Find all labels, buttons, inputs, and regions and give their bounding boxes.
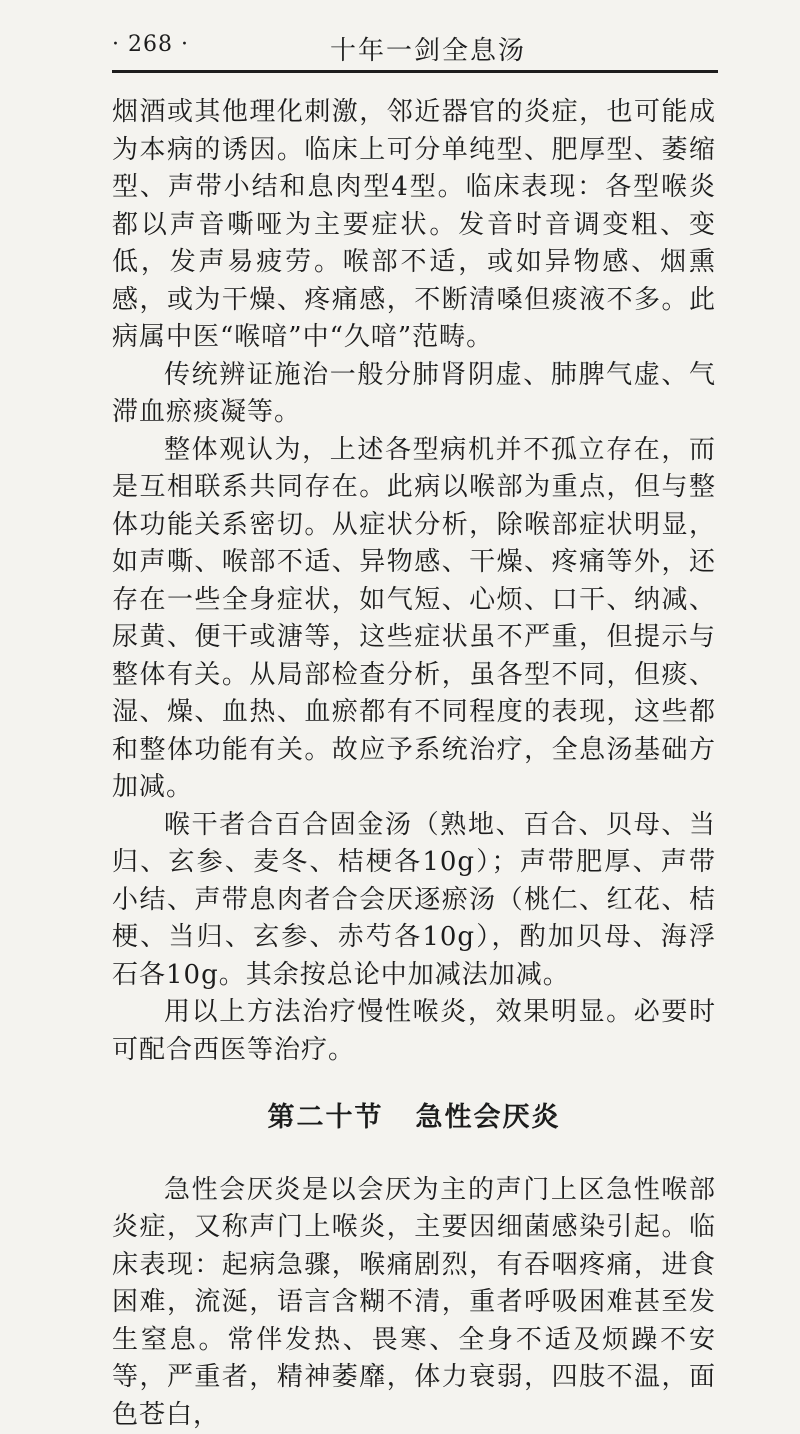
section-heading bbox=[112, 1099, 716, 1137]
paragraph: 急性会厌炎是以会厌为主的声门上区急性喉部炎症，又称声门上喉炎，主要因细菌感染引起。临床表现：起病急骤，喉痛剧烈，有吞咽疼痛，进食困难，流涎，语言含糊不清，重者呼吸困难甚至发生窒息。常伴发热、畏寒、全身不适及烦躁不安等，严重者，精神萎靡，体力衰弱，四肢不温，面色苍白， bbox=[112, 1172, 716, 1434]
header-rule bbox=[112, 70, 718, 73]
body-text bbox=[112, 94, 716, 1434]
paragraph-continued: 烟酒或其他理化刺激，邻近器官的炎症，也可能成为本病的诱因。临床上可分单纯型、肥厚型、萎缩型、声带小结和息肉型4型。临床表现：各型喉炎都以声音嘶哑为主要症状。发音时音调变粗、变低，发声易疲劳。喉部不适，或如异物感、烟熏感，或为干燥、疼痛感，不断清嗓但痰液不多。此病属中医“喉喑”中“久喑”范畴。 bbox=[112, 94, 716, 357]
page-number: · 268 · bbox=[112, 32, 189, 57]
section-number: 第二十节 bbox=[268, 1099, 384, 1137]
paragraph: 传统辨证施治一般分肺肾阴虚、肺脾气虚、气滞血瘀痰凝等。 bbox=[112, 357, 716, 432]
paragraph: 整体观认为，上述各型病机并不孤立存在，而是互相联系共同存在。此病以喉部为重点，但与整体功能关系密切。从症状分析，除喉部症状明显，如声嘶、喉部不适、异物感、干燥、疼痛等外，还存在一些全身症状，如气短、心烦、口干、纳减、尿黄、便干或溏等，这些症状虽不严重，但提示与整体有关。从局部检查分析，虽各型不同，但痰、湿、燥、血热、血瘀都有不同程度的表现，这些都和整体功能有关。故应予系统治疗，全息汤基础方加减。 bbox=[112, 432, 716, 807]
running-title: 十年一剑全息汤 bbox=[330, 30, 526, 67]
paragraph: 用以上方法治疗慢性喉炎，效果明显。必要时可配合西医等治疗。 bbox=[112, 994, 716, 1069]
page-header bbox=[112, 30, 720, 70]
paragraph: 喉干者合百合固金汤（熟地、百合、贝母、当归、玄参、麦冬、桔梗各10g）；声带肥厚、声带小结、声带息肉者合会厌逐瘀汤（桃仁、红花、桔梗、当归、玄参、赤芍各10g），酌加贝母、海浮石各10g。其余按总论中加减法加减。 bbox=[112, 807, 716, 995]
section-title: 急性会厌炎 bbox=[416, 1099, 561, 1137]
